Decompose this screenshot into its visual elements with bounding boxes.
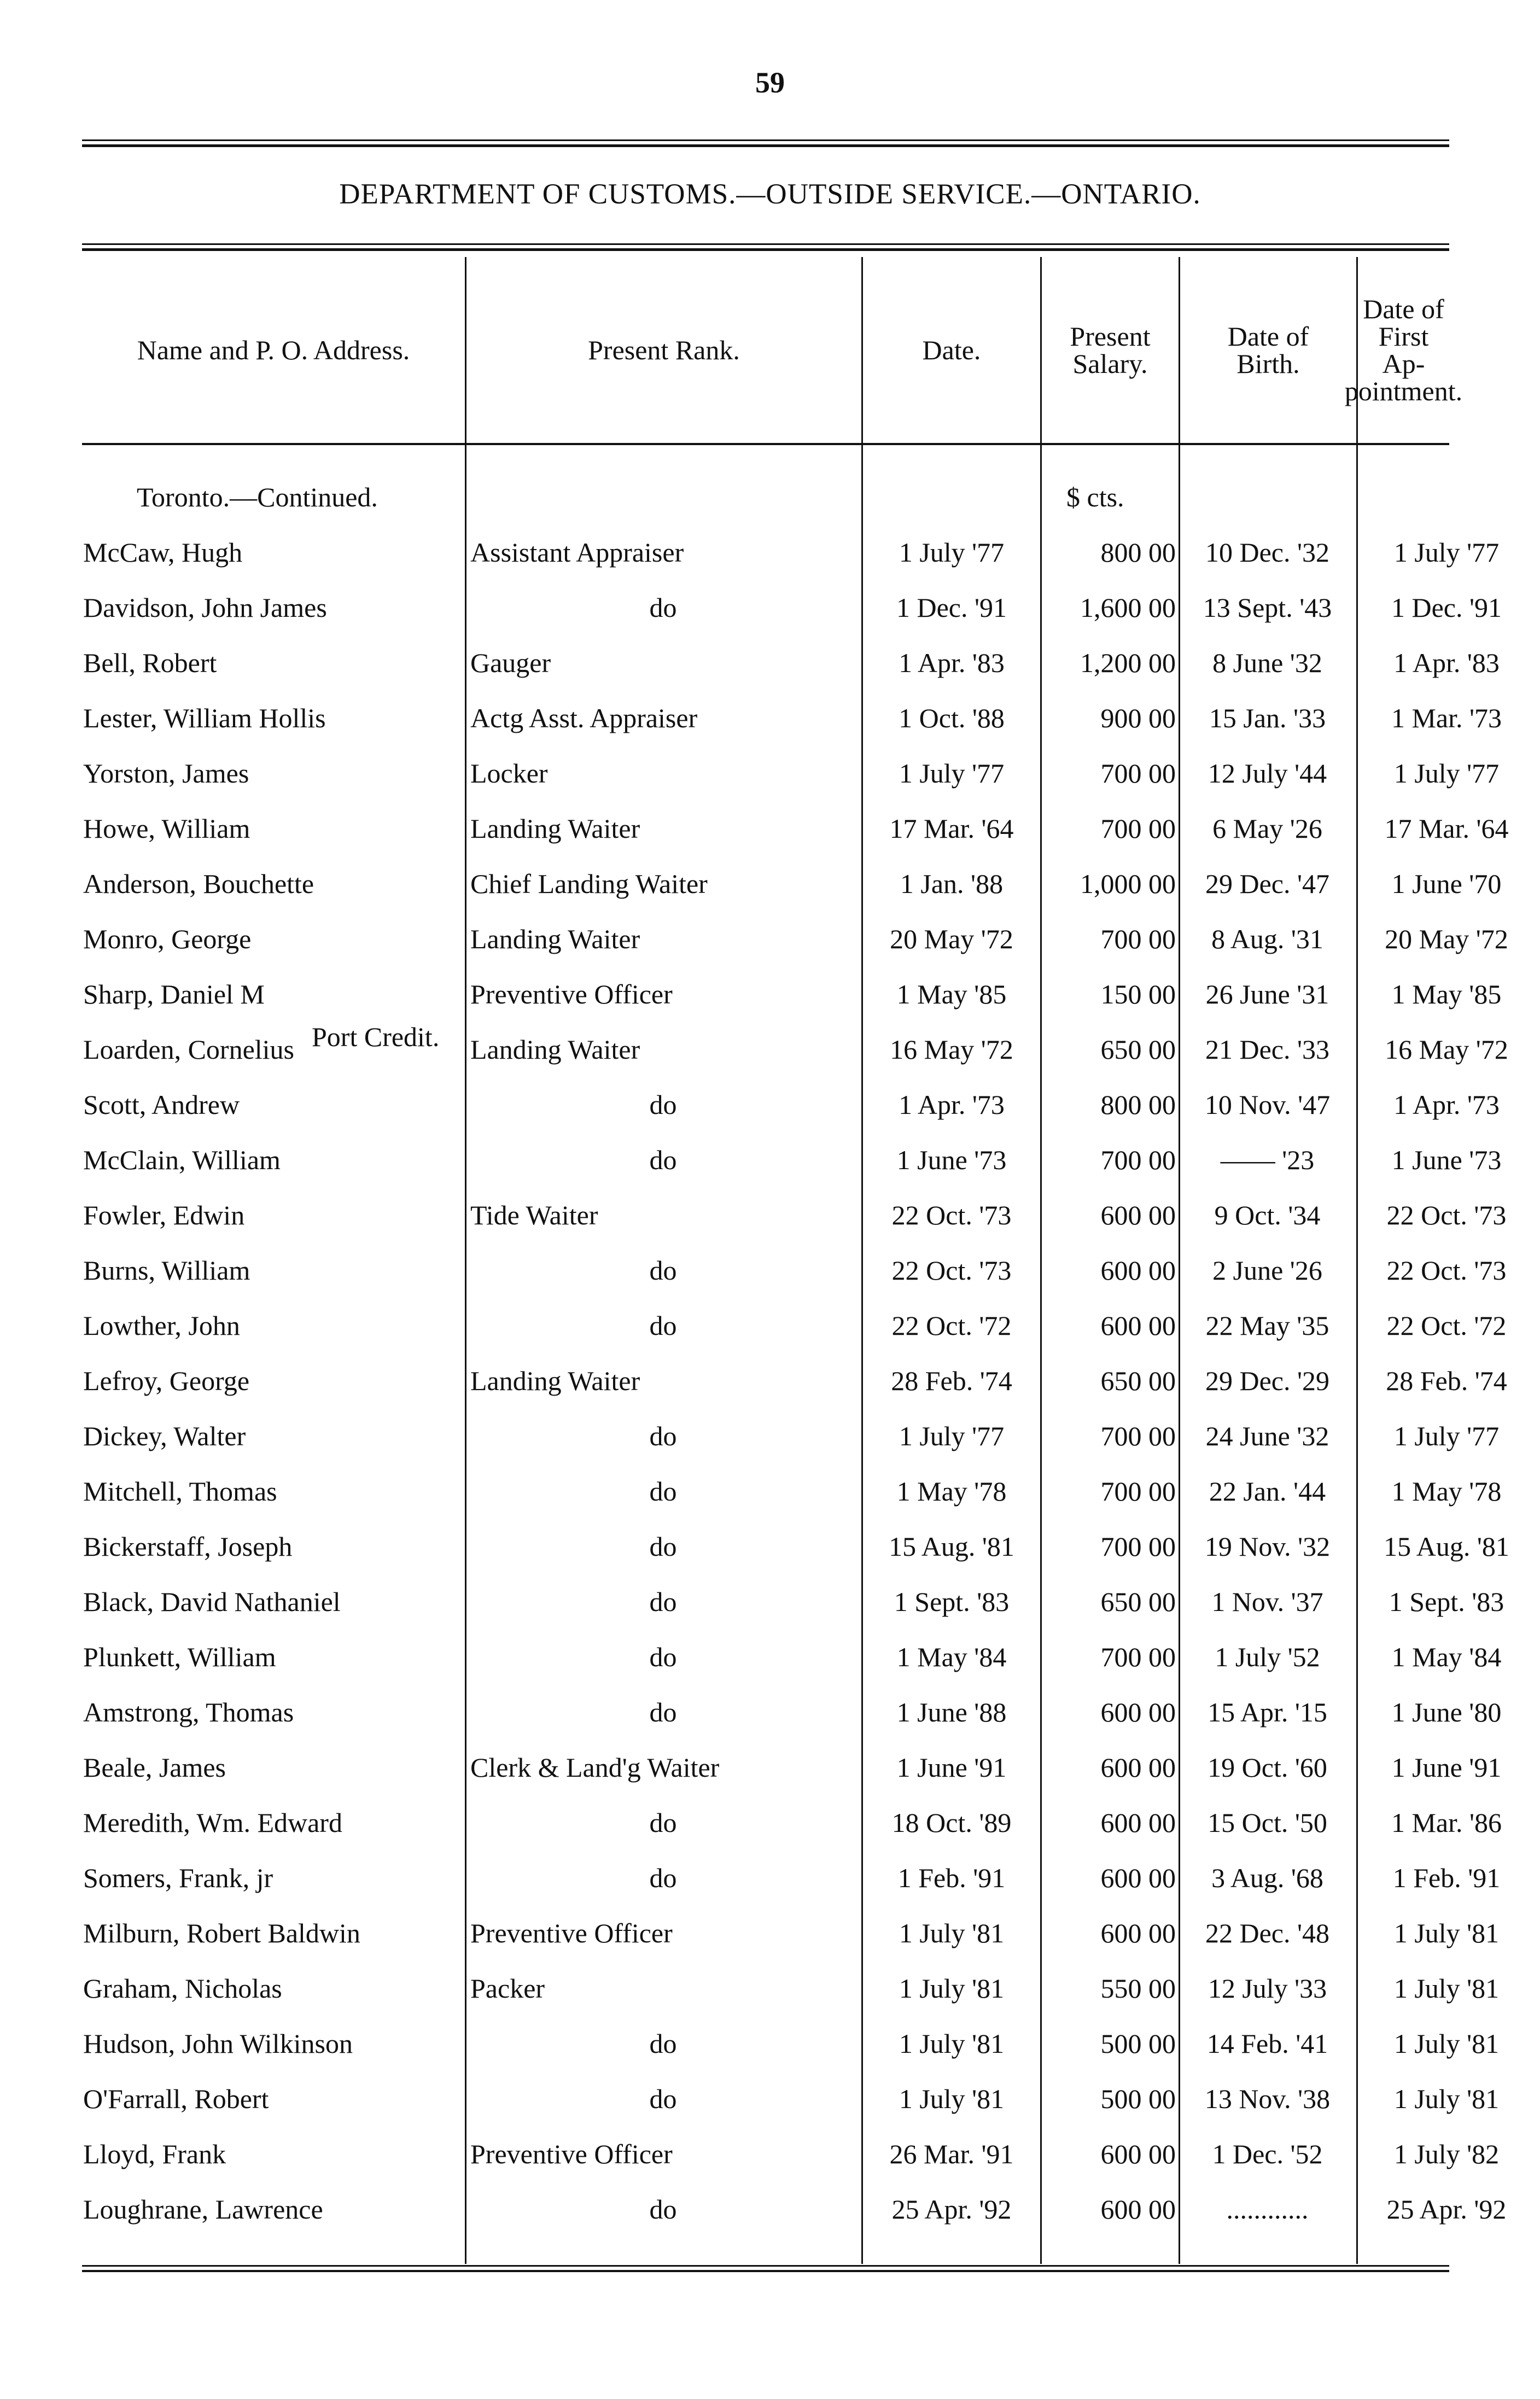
row-first-appointment: 1 Mar. '86 xyxy=(1391,1807,1502,1838)
header-rank: Present Rank. xyxy=(588,335,740,365)
header-salary xyxy=(1042,290,1179,410)
row-rank: Preventive Officer xyxy=(470,2139,673,2169)
row-date: 25 Apr. '92 xyxy=(891,2194,1012,2225)
row-birth-date: 14 Feb. '41 xyxy=(1206,2028,1328,2059)
row-birth-date: 8 Aug. '31 xyxy=(1211,924,1323,954)
row-birth-date: 29 Dec. '29 xyxy=(1205,1365,1329,1396)
row-salary: 600 00 xyxy=(1100,1807,1176,1838)
row-birth-date: 13 Sept. '43 xyxy=(1203,592,1332,623)
row-salary: 500 00 xyxy=(1100,2083,1176,2114)
row-first-appointment: 1 July '81 xyxy=(1393,2028,1500,2059)
row-name: Burns, William xyxy=(83,1255,250,1286)
row-first-appointment: 16 May '72 xyxy=(1385,1034,1508,1065)
row-date: 1 July '81 xyxy=(899,2028,1005,2059)
table-row xyxy=(82,2071,1500,2127)
row-birth-date: 15 Oct. '50 xyxy=(1208,1807,1327,1838)
row-birth-date: —— '23 xyxy=(1220,1145,1315,1175)
header-first-appointment xyxy=(1344,290,1463,410)
row-birth-date: ............ xyxy=(1226,2194,1309,2225)
row-first-appointment: 1 June '91 xyxy=(1391,1752,1502,1783)
row-first-appointment: 20 May '72 xyxy=(1385,924,1508,954)
table-row xyxy=(82,1906,1500,1961)
row-rank: do xyxy=(649,1863,677,1893)
row-salary: 650 00 xyxy=(1100,1034,1176,1065)
row-first-appointment: 15 Aug. '81 xyxy=(1384,1531,1509,1562)
bottom-rule-thin xyxy=(82,2265,1449,2267)
row-first-appointment: 22 Oct. '73 xyxy=(1386,1200,1507,1230)
top-rule-thin xyxy=(82,139,1449,141)
row-salary: 1,600 00 xyxy=(1080,592,1176,623)
table-row xyxy=(82,967,1502,1022)
top-rule-thick xyxy=(82,144,1449,147)
row-rank: Clerk & Land'g Waiter xyxy=(470,1752,720,1783)
row-name: Lloyd, Frank xyxy=(83,2139,226,2169)
row-rank: Chief Landing Waiter xyxy=(470,868,708,899)
row-first-appointment: 1 Apr. '83 xyxy=(1393,647,1500,678)
table-row xyxy=(82,1353,1507,1409)
row-birth-date: 10 Nov. '47 xyxy=(1204,1089,1331,1120)
row-date: 22 Oct. '73 xyxy=(891,1200,1012,1230)
header-rule xyxy=(82,443,1449,445)
header-birth-line1: Date of xyxy=(1227,321,1309,352)
row-birth-date: 2 June '26 xyxy=(1212,1255,1322,1286)
row-name: McClain, William xyxy=(83,1145,281,1175)
row-rank: do xyxy=(649,2194,677,2225)
row-rank: do xyxy=(649,1255,677,1286)
row-date: 1 Apr. '83 xyxy=(899,647,1005,678)
row-birth-date: 13 Nov. '38 xyxy=(1204,2083,1331,2114)
table-row xyxy=(82,1574,1504,1630)
row-rank: do xyxy=(649,1642,677,1672)
row-date: 26 Mar. '91 xyxy=(889,2139,1014,2169)
row-first-appointment: 1 July '81 xyxy=(1393,2083,1500,2114)
row-rank: do xyxy=(649,592,677,623)
row-salary: 1,000 00 xyxy=(1080,868,1176,899)
row-name: Milburn, Robert Baldwin xyxy=(83,1918,360,1948)
table-row xyxy=(82,1409,1500,1464)
table-row xyxy=(82,1022,1508,1077)
table-row xyxy=(82,1243,1507,1298)
row-date: 17 Mar. '64 xyxy=(889,813,1014,844)
row-first-appointment: 1 Sept. '83 xyxy=(1389,1586,1504,1617)
row-first-appointment: 1 Dec. '91 xyxy=(1391,592,1502,623)
row-date: 1 June '91 xyxy=(896,1752,1007,1783)
row-date: 1 July '81 xyxy=(899,1918,1005,1948)
row-date: 1 May '84 xyxy=(896,1642,1007,1672)
row-name: Loarden, Cornelius xyxy=(83,1034,295,1065)
header-birth-line2: Birth. xyxy=(1236,348,1300,379)
row-rank: Assistant Appraiser xyxy=(470,537,684,568)
table-row xyxy=(82,2016,1500,2071)
row-name: Meredith, Wm. Edward xyxy=(83,1807,342,1838)
row-first-appointment: 17 Mar. '64 xyxy=(1384,813,1509,844)
table-row xyxy=(82,525,1500,580)
row-rank: Landing Waiter xyxy=(470,1365,640,1396)
row-date: 22 Oct. '73 xyxy=(891,1255,1012,1286)
row-salary: 700 00 xyxy=(1100,758,1176,789)
row-first-appointment: 1 Feb. '91 xyxy=(1392,1863,1501,1893)
row-first-appointment: 1 July '81 xyxy=(1393,1973,1500,2004)
row-name: Somers, Frank, jr xyxy=(83,1863,273,1893)
row-salary: 600 00 xyxy=(1100,1200,1176,1230)
row-date: 1 Feb. '91 xyxy=(897,1863,1006,1893)
row-salary: 700 00 xyxy=(1100,924,1176,954)
row-birth-date: 1 July '52 xyxy=(1215,1642,1320,1672)
row-first-appointment: 1 July '77 xyxy=(1393,1421,1500,1451)
row-rank: do xyxy=(649,1089,677,1120)
row-birth-date: 15 Jan. '33 xyxy=(1209,703,1326,733)
row-birth-date: 29 Dec. '47 xyxy=(1205,868,1329,899)
row-rank: do xyxy=(649,1531,677,1562)
row-date: 1 May '78 xyxy=(896,1476,1007,1507)
row-first-appointment: 1 May '78 xyxy=(1391,1476,1502,1507)
row-name: Loughrane, Lawrence xyxy=(83,2194,323,2225)
row-birth-date: 19 Nov. '32 xyxy=(1204,1531,1331,1562)
header-birth xyxy=(1180,290,1356,410)
header-first-line1: Date of xyxy=(1363,294,1444,324)
row-rank: do xyxy=(649,1145,677,1175)
table-row xyxy=(82,1685,1502,1740)
table-row xyxy=(82,2182,1507,2237)
table-row xyxy=(82,1851,1501,1906)
row-first-appointment: 22 Oct. '73 xyxy=(1386,1255,1507,1286)
row-salary: 700 00 xyxy=(1100,813,1176,844)
row-date: 1 July '77 xyxy=(899,537,1005,568)
row-salary: 600 00 xyxy=(1100,1918,1176,1948)
row-date: 1 Apr. '73 xyxy=(899,1089,1005,1120)
row-salary: 700 00 xyxy=(1100,1145,1176,1175)
row-first-appointment: 1 July '77 xyxy=(1393,758,1500,789)
row-birth-date: 12 July '44 xyxy=(1208,758,1327,789)
row-rank: do xyxy=(649,1421,677,1451)
row-date: 1 July '77 xyxy=(899,758,1005,789)
row-date: 18 Oct. '89 xyxy=(891,1807,1012,1838)
row-rank: do xyxy=(649,2028,677,2059)
row-name: Lowther, John xyxy=(83,1310,240,1341)
row-salary: 500 00 xyxy=(1100,2028,1176,2059)
row-birth-date: 3 Aug. '68 xyxy=(1211,1863,1323,1893)
header-date: Date. xyxy=(922,335,981,365)
row-rank: Tide Waiter xyxy=(470,1200,598,1230)
row-salary: 600 00 xyxy=(1100,2139,1176,2169)
header-first-line3: pointment. xyxy=(1344,376,1463,406)
row-birth-date: 8 June '32 xyxy=(1212,647,1322,678)
row-date: 15 Aug. '81 xyxy=(889,1531,1014,1562)
row-rank: Packer xyxy=(470,1973,545,2004)
row-rank: do xyxy=(649,1476,677,1507)
page-number: 59 xyxy=(755,66,785,99)
row-rank: Landing Waiter xyxy=(470,813,640,844)
row-date: 1 June '88 xyxy=(896,1697,1007,1727)
row-rank: Landing Waiter xyxy=(470,924,640,954)
row-name: Mitchell, Thomas xyxy=(83,1476,277,1507)
row-rank: Landing Waiter xyxy=(470,1034,640,1065)
row-name: Howe, William xyxy=(83,813,250,844)
row-name: Plunkett, William xyxy=(83,1642,276,1672)
row-salary: 600 00 xyxy=(1100,1752,1176,1783)
row-birth-date: 1 Dec. '52 xyxy=(1212,2139,1323,2169)
row-date: 1 May '85 xyxy=(896,979,1007,1009)
table-row xyxy=(82,1795,1502,1851)
title-rule-thin xyxy=(82,243,1449,245)
row-birth-date: 10 Dec. '32 xyxy=(1205,537,1329,568)
row-date: 20 May '72 xyxy=(890,924,1013,954)
row-name: McCaw, Hugh xyxy=(83,537,243,568)
table-row xyxy=(82,1077,1500,1133)
row-birth-date: 26 June '31 xyxy=(1205,979,1329,1009)
row-name: Hudson, John Wilkinson xyxy=(83,2028,353,2059)
row-birth-date: 22 Dec. '48 xyxy=(1205,1918,1329,1948)
title-rule-thick xyxy=(82,248,1449,251)
row-salary: 700 00 xyxy=(1100,1421,1176,1451)
row-name: Bell, Robert xyxy=(83,647,217,678)
row-date: 22 Oct. '72 xyxy=(891,1310,1012,1341)
table-row xyxy=(82,1298,1507,1353)
row-date: 1 Dec. '91 xyxy=(896,592,1007,623)
row-name: Dickey, Walter xyxy=(83,1421,246,1451)
row-birth-date: 9 Oct. '34 xyxy=(1214,1200,1321,1230)
row-name: Amstrong, Thomas xyxy=(83,1697,294,1727)
row-birth-date: 15 Apr. '15 xyxy=(1208,1697,1327,1727)
row-rank: do xyxy=(649,1586,677,1617)
table-row xyxy=(82,1464,1502,1519)
row-birth-date: 19 Oct. '60 xyxy=(1208,1752,1327,1783)
salary-unit: $ cts. xyxy=(1066,482,1124,512)
table-row xyxy=(82,801,1509,856)
row-first-appointment: 1 July '81 xyxy=(1393,1918,1500,1948)
row-date: 1 July '81 xyxy=(899,2083,1005,2114)
table-row xyxy=(82,1188,1507,1243)
row-first-appointment: 1 Mar. '73 xyxy=(1391,703,1502,733)
row-rank: Preventive Officer xyxy=(470,1918,673,1948)
table-row xyxy=(82,746,1500,801)
row-name: Anderson, Bouchette xyxy=(83,868,314,899)
table-row xyxy=(82,912,1508,967)
table-row xyxy=(82,1961,1500,2016)
row-name: Yorston, James xyxy=(83,758,249,789)
row-first-appointment: 1 May '85 xyxy=(1391,979,1502,1009)
row-salary: 600 00 xyxy=(1100,1310,1176,1341)
table-row xyxy=(82,635,1500,691)
row-rank: do xyxy=(649,2083,677,2114)
table-row xyxy=(82,1740,1502,1795)
row-date: 1 June '73 xyxy=(896,1145,1007,1175)
row-first-appointment: 1 Apr. '73 xyxy=(1393,1089,1500,1120)
row-name: Fowler, Edwin xyxy=(83,1200,245,1230)
row-first-appointment: 1 May '84 xyxy=(1391,1642,1502,1672)
table-row xyxy=(82,856,1502,912)
row-date: 1 Sept. '83 xyxy=(894,1586,1010,1617)
row-salary: 600 00 xyxy=(1100,1863,1176,1893)
row-first-appointment: 25 Apr. '92 xyxy=(1386,2194,1507,2225)
row-name: Black, David Nathaniel xyxy=(83,1586,341,1617)
row-date: 1 Jan. '88 xyxy=(900,868,1004,899)
row-salary: 550 00 xyxy=(1100,1973,1176,2004)
row-date: 1 July '81 xyxy=(899,1973,1005,2004)
row-salary: 800 00 xyxy=(1100,1089,1176,1120)
row-salary: 600 00 xyxy=(1100,2194,1176,2225)
row-name: Davidson, John James xyxy=(83,592,327,623)
row-birth-date: 24 June '32 xyxy=(1205,1421,1329,1451)
header-salary-line2: Salary. xyxy=(1072,348,1148,379)
row-first-appointment: 1 June '70 xyxy=(1391,868,1502,899)
row-rank: do xyxy=(649,1697,677,1727)
port-credit-label: Port Credit. xyxy=(312,1022,440,1052)
row-salary: 900 00 xyxy=(1100,703,1176,733)
row-name: Graham, Nicholas xyxy=(83,1973,282,2004)
table-row xyxy=(82,1519,1509,1574)
table-row xyxy=(82,1630,1502,1685)
row-salary: 700 00 xyxy=(1100,1531,1176,1562)
table-row xyxy=(82,691,1502,746)
section-label: Toronto.—Continued. xyxy=(137,482,378,512)
header-first-line2: First Ap- xyxy=(1378,321,1429,379)
row-first-appointment: 28 Feb. '74 xyxy=(1386,1365,1507,1396)
row-rank: Gauger xyxy=(470,647,551,678)
row-salary: 150 00 xyxy=(1100,979,1176,1009)
row-birth-date: 1 Nov. '37 xyxy=(1211,1586,1323,1617)
row-date: 1 July '77 xyxy=(899,1421,1005,1451)
header-salary-line1: Present xyxy=(1070,321,1151,352)
row-salary: 800 00 xyxy=(1100,537,1176,568)
row-name: O'Farrall, Robert xyxy=(83,2083,269,2114)
row-birth-date: 12 July '33 xyxy=(1208,1973,1327,2004)
row-rank: Preventive Officer xyxy=(470,979,673,1009)
row-salary: 600 00 xyxy=(1100,1255,1176,1286)
row-date: 1 Oct. '88 xyxy=(899,703,1005,733)
row-salary: 650 00 xyxy=(1100,1365,1176,1396)
row-rank: Actg Asst. Appraiser xyxy=(470,703,698,733)
row-name: Scott, Andrew xyxy=(83,1089,240,1120)
row-salary: 700 00 xyxy=(1100,1476,1176,1507)
row-name: Sharp, Daniel M xyxy=(83,979,265,1009)
row-first-appointment: 22 Oct. '72 xyxy=(1386,1310,1507,1341)
row-name: Lester, William Hollis xyxy=(83,703,326,733)
row-first-appointment: 1 July '77 xyxy=(1393,537,1500,568)
row-date: 28 Feb. '74 xyxy=(891,1365,1012,1396)
header-name: Name and P. O. Address. xyxy=(137,335,410,365)
row-birth-date: 22 May '35 xyxy=(1205,1310,1329,1341)
row-rank: do xyxy=(649,1807,677,1838)
table-row xyxy=(82,2127,1500,2182)
row-salary: 600 00 xyxy=(1100,1697,1176,1727)
row-salary: 1,200 00 xyxy=(1080,647,1176,678)
row-birth-date: 6 May '26 xyxy=(1212,813,1322,844)
row-name: Monro, George xyxy=(83,924,252,954)
page-title: DEPARTMENT OF CUSTOMS.—OUTSIDE SERVICE.—ONTARIO. xyxy=(339,178,1201,210)
table-row xyxy=(82,1133,1502,1188)
row-first-appointment: 1 July '82 xyxy=(1393,2139,1500,2169)
row-name: Bickerstaff, Joseph xyxy=(83,1531,293,1562)
row-salary: 700 00 xyxy=(1100,1642,1176,1672)
table-row xyxy=(82,580,1502,635)
row-date: 16 May '72 xyxy=(890,1034,1013,1065)
row-birth-date: 22 Jan. '44 xyxy=(1209,1476,1326,1507)
row-rank: do xyxy=(649,1310,677,1341)
row-first-appointment: 1 June '73 xyxy=(1391,1145,1502,1175)
bottom-rule-thick xyxy=(82,2270,1449,2272)
row-name: Lefroy, George xyxy=(83,1365,250,1396)
row-first-appointment: 1 June '80 xyxy=(1391,1697,1502,1727)
row-salary: 650 00 xyxy=(1100,1586,1176,1617)
staff-table xyxy=(82,257,1509,2264)
row-birth-date: 21 Dec. '33 xyxy=(1205,1034,1329,1065)
row-rank: Locker xyxy=(470,758,548,789)
row-name: Beale, James xyxy=(83,1752,226,1783)
